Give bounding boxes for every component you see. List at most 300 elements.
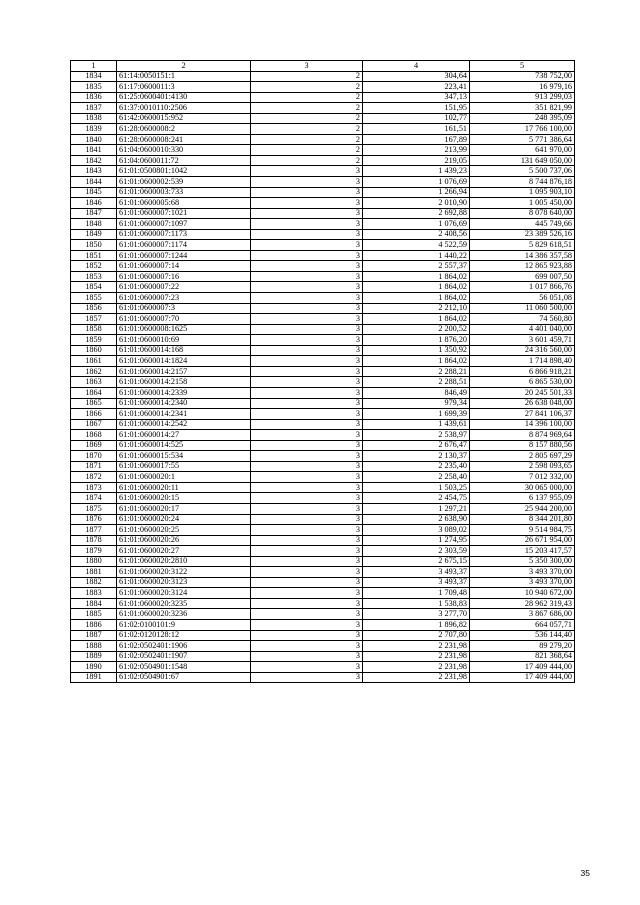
row-number-cell: 1838 xyxy=(71,113,117,124)
table-row xyxy=(71,493,575,504)
group-cell: 3 xyxy=(251,377,363,388)
area-cell: 347,13 xyxy=(363,92,470,103)
cadastral-value-cell: 8 078 640,00 xyxy=(470,208,575,219)
table-row xyxy=(71,588,575,599)
area-cell: 1 266,94 xyxy=(363,187,470,198)
cadastral-value-cell: 17 409 444,00 xyxy=(470,662,575,673)
cadastral-number-cell: 61:01:0600020:3236 xyxy=(117,609,251,620)
column-header-2: 2 xyxy=(117,61,251,72)
table-row xyxy=(71,672,575,683)
cadastral-number-cell: 61:01:0600007:14 xyxy=(117,261,251,272)
cadastral-value-cell: 26 638 048,00 xyxy=(470,398,575,409)
table-row xyxy=(71,198,575,209)
group-cell: 3 xyxy=(251,198,363,209)
table-row xyxy=(71,282,575,293)
area-cell: 1 076,69 xyxy=(363,219,470,230)
table-row xyxy=(71,641,575,652)
cadastral-number-cell: 61:17:0600011:3 xyxy=(117,82,251,93)
cadastral-number-cell: 61:28:0600008:2 xyxy=(117,124,251,135)
group-cell: 3 xyxy=(251,240,363,251)
cadastral-number-cell: 61:01:0600014:1824 xyxy=(117,356,251,367)
group-cell: 3 xyxy=(251,356,363,367)
row-number-cell: 1845 xyxy=(71,187,117,198)
row-number-cell: 1878 xyxy=(71,535,117,546)
cadastral-number-cell: 61:02:0504901:1548 xyxy=(117,662,251,673)
cadastral-value-table xyxy=(70,60,575,683)
table-row xyxy=(71,208,575,219)
row-number-cell: 1834 xyxy=(71,71,117,82)
cadastral-number-cell: 61:01:0600014:2542 xyxy=(117,419,251,430)
group-cell: 3 xyxy=(251,250,363,261)
table-row xyxy=(71,134,575,145)
row-number-cell: 1883 xyxy=(71,588,117,599)
area-cell: 2 235,40 xyxy=(363,461,470,472)
table-row xyxy=(71,546,575,557)
cadastral-number-cell: 61:02:0504901:67 xyxy=(117,672,251,683)
table-row xyxy=(71,525,575,536)
table-row xyxy=(71,240,575,251)
group-cell: 3 xyxy=(251,303,363,314)
cadastral-number-cell: 61:01:0600003:733 xyxy=(117,187,251,198)
group-cell: 3 xyxy=(251,493,363,504)
cadastral-value-cell: 3 867 686,00 xyxy=(470,609,575,620)
table-row xyxy=(71,219,575,230)
row-number-cell: 1872 xyxy=(71,472,117,483)
group-cell: 3 xyxy=(251,546,363,557)
cadastral-number-cell: 61:02:0100101:9 xyxy=(117,619,251,630)
cadastral-value-cell: 351 821,99 xyxy=(470,103,575,114)
cadastral-value-cell: 16 979,16 xyxy=(470,82,575,93)
table-row xyxy=(71,409,575,420)
cadastral-value-cell: 7 012 332,00 xyxy=(470,472,575,483)
table-row xyxy=(71,366,575,377)
cadastral-number-cell: 61:01:0600007:1244 xyxy=(117,250,251,261)
group-cell: 3 xyxy=(251,577,363,588)
group-cell: 3 xyxy=(251,482,363,493)
group-cell: 3 xyxy=(251,672,363,683)
group-cell: 3 xyxy=(251,366,363,377)
table-row xyxy=(71,314,575,325)
cadastral-value-cell: 28 962 319,43 xyxy=(470,598,575,609)
cadastral-value-cell: 913 299,03 xyxy=(470,92,575,103)
column-header-5: 5 xyxy=(470,61,575,72)
cadastral-value-cell: 8 344 201,80 xyxy=(470,514,575,525)
cadastral-value-cell: 699 007,50 xyxy=(470,271,575,282)
area-cell: 1 297,21 xyxy=(363,503,470,514)
cadastral-number-cell: 61:01:0600014:2339 xyxy=(117,387,251,398)
area-cell: 219,05 xyxy=(363,155,470,166)
row-number-cell: 1850 xyxy=(71,240,117,251)
cadastral-number-cell: 61:01:0600008:1625 xyxy=(117,324,251,335)
cadastral-value-cell: 1 095 903,10 xyxy=(470,187,575,198)
cadastral-number-cell: 61:01:0600007:1097 xyxy=(117,219,251,230)
cadastral-number-cell: 61:01:0600020:1 xyxy=(117,472,251,483)
row-number-cell: 1848 xyxy=(71,219,117,230)
row-number-cell: 1853 xyxy=(71,271,117,282)
row-number-cell: 1867 xyxy=(71,419,117,430)
cadastral-number-cell: 61:01:0600010:69 xyxy=(117,335,251,346)
cadastral-value-cell: 6 865 530,00 xyxy=(470,377,575,388)
area-cell: 151,95 xyxy=(363,103,470,114)
cadastral-value-cell: 24 316 560,00 xyxy=(470,345,575,356)
row-number-cell: 1861 xyxy=(71,356,117,367)
area-cell: 2 231,98 xyxy=(363,651,470,662)
cadastral-number-cell: 61:28:0600008:241 xyxy=(117,134,251,145)
table-row xyxy=(71,71,575,82)
cadastral-number-cell: 61:01:0600007:16 xyxy=(117,271,251,282)
cadastral-number-cell: 61:14:0050151:1 xyxy=(117,71,251,82)
row-number-cell: 1835 xyxy=(71,82,117,93)
area-cell: 2 408,56 xyxy=(363,229,470,240)
area-cell: 1 076,69 xyxy=(363,177,470,188)
group-cell: 3 xyxy=(251,208,363,219)
area-cell: 1 439,61 xyxy=(363,419,470,430)
table-body xyxy=(71,71,575,683)
area-cell: 2 288,51 xyxy=(363,377,470,388)
table-row xyxy=(71,514,575,525)
area-cell: 2 303,59 xyxy=(363,546,470,557)
row-number-cell: 1885 xyxy=(71,609,117,620)
row-number-cell: 1849 xyxy=(71,229,117,240)
table-row xyxy=(71,229,575,240)
area-cell: 1 503,25 xyxy=(363,482,470,493)
row-number-cell: 1871 xyxy=(71,461,117,472)
cadastral-number-cell: 61:02:0502401:1906 xyxy=(117,641,251,652)
table-row xyxy=(71,567,575,578)
table-row xyxy=(71,482,575,493)
cadastral-value-cell: 74 560,80 xyxy=(470,314,575,325)
area-cell: 223,41 xyxy=(363,82,470,93)
group-cell: 3 xyxy=(251,514,363,525)
cadastral-value-cell: 664 057,71 xyxy=(470,619,575,630)
area-cell: 3 493,37 xyxy=(363,577,470,588)
row-number-cell: 1842 xyxy=(71,155,117,166)
table-row xyxy=(71,662,575,673)
row-number-cell: 1880 xyxy=(71,556,117,567)
area-cell: 1 538,83 xyxy=(363,598,470,609)
area-cell: 1 440,22 xyxy=(363,250,470,261)
group-cell: 2 xyxy=(251,145,363,156)
row-number-cell: 1841 xyxy=(71,145,117,156)
cadastral-value-cell: 89 279,20 xyxy=(470,641,575,652)
table-row xyxy=(71,145,575,156)
cadastral-number-cell: 61:01:0600020:2810 xyxy=(117,556,251,567)
cadastral-value-cell: 6 137 955,09 xyxy=(470,493,575,504)
table-row xyxy=(71,335,575,346)
table-row xyxy=(71,345,575,356)
table-row xyxy=(71,113,575,124)
table-row xyxy=(71,651,575,662)
table-row xyxy=(71,440,575,451)
area-cell: 1 864,02 xyxy=(363,314,470,325)
table-row xyxy=(71,609,575,620)
area-cell: 2 258,40 xyxy=(363,472,470,483)
row-number-cell: 1856 xyxy=(71,303,117,314)
cadastral-value-cell: 56 051,08 xyxy=(470,293,575,304)
area-cell: 979,34 xyxy=(363,398,470,409)
area-cell: 2 538,97 xyxy=(363,430,470,441)
table-row xyxy=(71,293,575,304)
area-cell: 2 288,21 xyxy=(363,366,470,377)
area-cell: 1 864,02 xyxy=(363,282,470,293)
cadastral-number-cell: 61:01:0600020:15 xyxy=(117,493,251,504)
group-cell: 2 xyxy=(251,103,363,114)
table-row xyxy=(71,124,575,135)
cadastral-value-cell: 10 940 672,00 xyxy=(470,588,575,599)
table-row xyxy=(71,577,575,588)
cadastral-number-cell: 61:01:0600020:3124 xyxy=(117,588,251,599)
group-cell: 3 xyxy=(251,398,363,409)
row-number-cell: 1882 xyxy=(71,577,117,588)
cadastral-value-cell: 445 749,66 xyxy=(470,219,575,230)
area-cell: 304,64 xyxy=(363,71,470,82)
area-cell: 1 896,82 xyxy=(363,619,470,630)
area-cell: 2 675,15 xyxy=(363,556,470,567)
row-number-cell: 1869 xyxy=(71,440,117,451)
table-row xyxy=(71,166,575,177)
row-number-cell: 1846 xyxy=(71,198,117,209)
group-cell: 3 xyxy=(251,282,363,293)
cadastral-number-cell: 61:37:0010110:2506 xyxy=(117,103,251,114)
area-cell: 1 864,02 xyxy=(363,271,470,282)
area-cell: 2 212,10 xyxy=(363,303,470,314)
group-cell: 2 xyxy=(251,124,363,135)
group-cell: 3 xyxy=(251,662,363,673)
group-cell: 3 xyxy=(251,261,363,272)
cadastral-value-cell: 641 970,00 xyxy=(470,145,575,156)
page-number: 35 xyxy=(580,868,590,878)
table-row xyxy=(71,92,575,103)
cadastral-number-cell: 61:01:0600020:24 xyxy=(117,514,251,525)
table-row xyxy=(71,461,575,472)
table-row xyxy=(71,472,575,483)
row-number-cell: 1876 xyxy=(71,514,117,525)
area-cell: 2 557,37 xyxy=(363,261,470,272)
area-cell: 213,99 xyxy=(363,145,470,156)
row-number-cell: 1884 xyxy=(71,598,117,609)
group-cell: 3 xyxy=(251,345,363,356)
cadastral-number-cell: 61:01:0600015:534 xyxy=(117,451,251,462)
row-number-cell: 1858 xyxy=(71,324,117,335)
cadastral-value-cell: 5 829 618,51 xyxy=(470,240,575,251)
group-cell: 3 xyxy=(251,461,363,472)
row-number-cell: 1877 xyxy=(71,525,117,536)
row-number-cell: 1875 xyxy=(71,503,117,514)
table-row xyxy=(71,619,575,630)
row-number-cell: 1852 xyxy=(71,261,117,272)
cadastral-number-cell: 61:42:0600015:952 xyxy=(117,113,251,124)
cadastral-value-cell: 4 401 040,00 xyxy=(470,324,575,335)
area-cell: 2 231,98 xyxy=(363,641,470,652)
row-number-cell: 1868 xyxy=(71,430,117,441)
cadastral-number-cell: 61:25:0600401:4130 xyxy=(117,92,251,103)
cadastral-number-cell: 61:01:0600007:70 xyxy=(117,314,251,325)
group-cell: 3 xyxy=(251,619,363,630)
group-cell: 3 xyxy=(251,335,363,346)
table-row xyxy=(71,377,575,388)
registry-sheet xyxy=(70,60,574,683)
cadastral-value-cell: 30 065 000,00 xyxy=(470,482,575,493)
cadastral-value-cell: 1 714 898,40 xyxy=(470,356,575,367)
row-number-cell: 1843 xyxy=(71,166,117,177)
group-cell: 3 xyxy=(251,440,363,451)
table-row xyxy=(71,398,575,409)
group-cell: 3 xyxy=(251,651,363,662)
area-cell: 2 638,90 xyxy=(363,514,470,525)
area-cell: 102,77 xyxy=(363,113,470,124)
area-cell: 2 200,52 xyxy=(363,324,470,335)
cadastral-value-cell: 3 493 370,00 xyxy=(470,577,575,588)
cadastral-number-cell: 61:01:0600014:2158 xyxy=(117,377,251,388)
cadastral-value-cell: 2 805 697,29 xyxy=(470,451,575,462)
row-number-cell: 1890 xyxy=(71,662,117,673)
group-cell: 3 xyxy=(251,177,363,188)
area-cell: 2 130,37 xyxy=(363,451,470,462)
group-cell: 3 xyxy=(251,630,363,641)
area-cell: 2 010,90 xyxy=(363,198,470,209)
table-row xyxy=(71,250,575,261)
cadastral-number-cell: 61:01:0600014:2157 xyxy=(117,366,251,377)
table-row xyxy=(71,356,575,367)
cadastral-value-cell: 5 771 386,64 xyxy=(470,134,575,145)
group-cell: 3 xyxy=(251,451,363,462)
cadastral-number-cell: 61:01:0600007:3 xyxy=(117,303,251,314)
cadastral-number-cell: 61:01:0600014:2341 xyxy=(117,409,251,420)
cadastral-value-cell: 3 493 370,00 xyxy=(470,567,575,578)
cadastral-number-cell: 61:02:0502401:1907 xyxy=(117,651,251,662)
table-row xyxy=(71,503,575,514)
table-row xyxy=(71,271,575,282)
cadastral-value-cell: 1 017 866,76 xyxy=(470,282,575,293)
row-number-cell: 1840 xyxy=(71,134,117,145)
cadastral-number-cell: 61:01:0600014:2340 xyxy=(117,398,251,409)
row-number-cell: 1873 xyxy=(71,482,117,493)
cadastral-number-cell: 61:01:0600014:168 xyxy=(117,345,251,356)
row-number-cell: 1870 xyxy=(71,451,117,462)
cadastral-value-cell: 536 144,40 xyxy=(470,630,575,641)
table-row xyxy=(71,177,575,188)
group-cell: 3 xyxy=(251,293,363,304)
row-number-cell: 1859 xyxy=(71,335,117,346)
cadastral-value-cell: 131 649 050,00 xyxy=(470,155,575,166)
cadastral-number-cell: 61:01:0600020:11 xyxy=(117,482,251,493)
group-cell: 2 xyxy=(251,71,363,82)
cadastral-number-cell: 61:01:0600007:1021 xyxy=(117,208,251,219)
cadastral-number-cell: 61:01:0600020:26 xyxy=(117,535,251,546)
area-cell: 2 454,75 xyxy=(363,493,470,504)
group-cell: 3 xyxy=(251,641,363,652)
group-cell: 3 xyxy=(251,588,363,599)
cadastral-number-cell: 61:01:0600020:27 xyxy=(117,546,251,557)
cadastral-value-cell: 5 500 737,06 xyxy=(470,166,575,177)
area-cell: 1 699,39 xyxy=(363,409,470,420)
row-number-cell: 1857 xyxy=(71,314,117,325)
table-row xyxy=(71,556,575,567)
cadastral-value-cell: 17 766 100,00 xyxy=(470,124,575,135)
table-row xyxy=(71,630,575,641)
cadastral-value-cell: 9 514 984,75 xyxy=(470,525,575,536)
cadastral-number-cell: 61:01:0600014:525 xyxy=(117,440,251,451)
cadastral-value-cell: 8 744 876,18 xyxy=(470,177,575,188)
row-number-cell: 1887 xyxy=(71,630,117,641)
row-number-cell: 1865 xyxy=(71,398,117,409)
row-number-cell: 1891 xyxy=(71,672,117,683)
row-number-cell: 1844 xyxy=(71,177,117,188)
cadastral-number-cell: 61:01:0600005:68 xyxy=(117,198,251,209)
group-cell: 3 xyxy=(251,430,363,441)
cadastral-value-cell: 821 368,64 xyxy=(470,651,575,662)
area-cell: 167,89 xyxy=(363,134,470,145)
area-cell: 3 493,37 xyxy=(363,567,470,578)
group-cell: 3 xyxy=(251,314,363,325)
cadastral-number-cell: 61:01:0600014:27 xyxy=(117,430,251,441)
cadastral-number-cell: 61:01:0600002:539 xyxy=(117,177,251,188)
area-cell: 1 274,95 xyxy=(363,535,470,546)
area-cell: 1 864,02 xyxy=(363,293,470,304)
group-cell: 3 xyxy=(251,229,363,240)
cadastral-number-cell: 61:01:0600007:22 xyxy=(117,282,251,293)
row-number-cell: 1847 xyxy=(71,208,117,219)
group-cell: 3 xyxy=(251,324,363,335)
cadastral-value-cell: 738 752,00 xyxy=(470,71,575,82)
row-number-cell: 1860 xyxy=(71,345,117,356)
row-number-cell: 1889 xyxy=(71,651,117,662)
group-cell: 3 xyxy=(251,387,363,398)
cadastral-number-cell: 61:01:0600007:23 xyxy=(117,293,251,304)
cadastral-number-cell: 61:01:0600020:25 xyxy=(117,525,251,536)
cadastral-number-cell: 61:01:0600007:1174 xyxy=(117,240,251,251)
group-cell: 2 xyxy=(251,113,363,124)
group-cell: 3 xyxy=(251,598,363,609)
area-cell: 1 350,92 xyxy=(363,345,470,356)
table-row xyxy=(71,303,575,314)
table-row xyxy=(71,451,575,462)
row-number-cell: 1881 xyxy=(71,567,117,578)
table-row xyxy=(71,324,575,335)
area-cell: 4 522,59 xyxy=(363,240,470,251)
cadastral-number-cell: 61:04:0600010:330 xyxy=(117,145,251,156)
area-cell: 2 231,98 xyxy=(363,672,470,683)
table-row xyxy=(71,535,575,546)
group-cell: 2 xyxy=(251,82,363,93)
row-number-cell: 1886 xyxy=(71,619,117,630)
group-cell: 3 xyxy=(251,219,363,230)
cadastral-value-cell: 8 157 880,56 xyxy=(470,440,575,451)
table-row xyxy=(71,419,575,430)
cadastral-number-cell: 61:01:0500801:1042 xyxy=(117,166,251,177)
column-header-4: 4 xyxy=(363,61,470,72)
table-row xyxy=(71,261,575,272)
cadastral-number-cell: 61:01:0600020:3123 xyxy=(117,577,251,588)
cadastral-number-cell: 61:01:0600007:1173 xyxy=(117,229,251,240)
area-cell: 846,49 xyxy=(363,387,470,398)
area-cell: 2 692,88 xyxy=(363,208,470,219)
row-number-cell: 1864 xyxy=(71,387,117,398)
area-cell: 3 277,70 xyxy=(363,609,470,620)
row-number-cell: 1855 xyxy=(71,293,117,304)
row-number-cell: 1837 xyxy=(71,103,117,114)
cadastral-number-cell: 61:01:0600020:3235 xyxy=(117,598,251,609)
cadastral-value-cell: 2 598 093,65 xyxy=(470,461,575,472)
group-cell: 3 xyxy=(251,567,363,578)
cadastral-value-cell: 8 874 969,64 xyxy=(470,430,575,441)
group-cell: 3 xyxy=(251,503,363,514)
column-header-3: 3 xyxy=(251,61,363,72)
group-cell: 3 xyxy=(251,609,363,620)
area-cell: 1 876,20 xyxy=(363,335,470,346)
cadastral-number-cell: 61:04:0600011:72 xyxy=(117,155,251,166)
area-cell: 1 439,23 xyxy=(363,166,470,177)
